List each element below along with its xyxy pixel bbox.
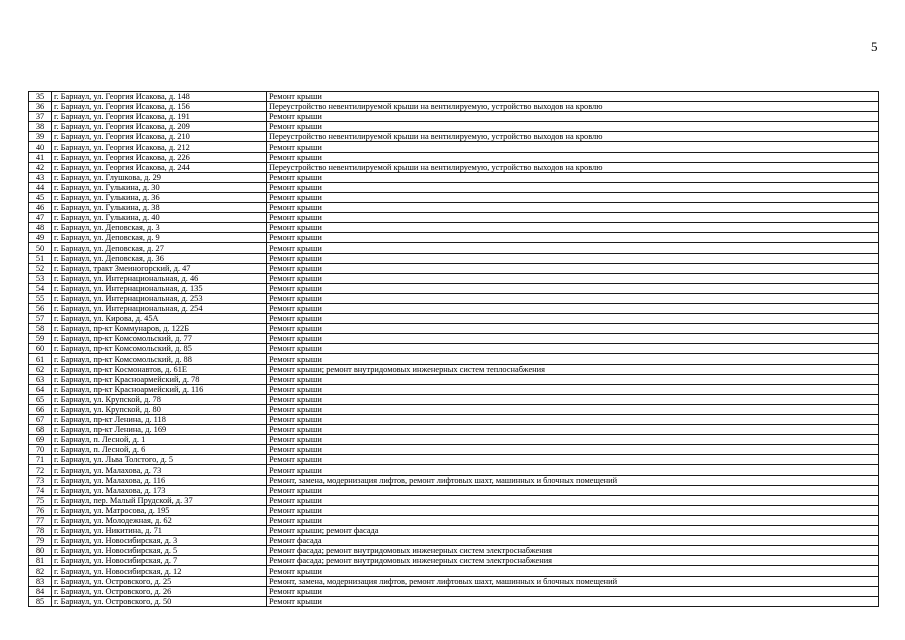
row-work: Ремонт крыши: [267, 596, 879, 606]
row-address: г. Барнаул, ул. Интернациональная, д. 135: [52, 283, 267, 293]
row-work: Ремонт крыши: [267, 273, 879, 283]
row-work: Ремонт крыши: [267, 394, 879, 404]
row-address: г. Барнаул, ул. Малахова, д. 173: [52, 485, 267, 495]
row-number: 82: [29, 566, 52, 576]
row-address: г. Барнаул, ул. Новосибирская, д. 5: [52, 546, 267, 556]
row-address: г. Барнаул, ул. Малахова, д. 73: [52, 465, 267, 475]
table-row: [29, 435, 879, 445]
table-row: [29, 354, 879, 364]
row-address: г. Барнаул, тракт Змеиногорский, д. 47: [52, 263, 267, 273]
works-table: [28, 91, 879, 607]
row-address: г. Барнаул, ул. Гулькина, д. 30: [52, 182, 267, 192]
row-address: г. Барнаул, п. Лесной, д. 6: [52, 445, 267, 455]
row-number: 68: [29, 425, 52, 435]
row-address: г. Барнаул, пр-кт Коммунаров, д. 122Б: [52, 324, 267, 334]
row-number: 61: [29, 354, 52, 364]
table-row: [29, 142, 879, 152]
row-address: г. Барнаул, ул. Деповская, д. 9: [52, 233, 267, 243]
row-number: 75: [29, 495, 52, 505]
row-work: Ремонт фасада; ремонт внутридомовых инженерных систем электроснабжения: [267, 556, 879, 566]
row-address: г. Барнаул, пр-кт Комсомольский, д. 85: [52, 344, 267, 354]
table-row: [29, 455, 879, 465]
row-work: Ремонт крыши: [267, 253, 879, 263]
row-work: Ремонт крыши; ремонт внутридомовых инженерных систем теплоснабжения: [267, 364, 879, 374]
row-number: 80: [29, 546, 52, 556]
row-work: Ремонт крыши: [267, 586, 879, 596]
table-row: [29, 566, 879, 576]
table-row: [29, 253, 879, 263]
row-number: 50: [29, 243, 52, 253]
row-work: Ремонт крыши: [267, 263, 879, 273]
row-number: 72: [29, 465, 52, 475]
table-row: [29, 213, 879, 223]
row-work: Переустройство невентилируемой крыши на вентилируемую, устройство выходов на кровлю: [267, 102, 879, 112]
row-number: 59: [29, 334, 52, 344]
row-address: г. Барнаул, ул. Никитина, д. 71: [52, 526, 267, 536]
row-number: 66: [29, 404, 52, 414]
table-row: [29, 102, 879, 112]
table-row: [29, 334, 879, 344]
row-address: г. Барнаул, ул. Георгия Исакова, д. 209: [52, 122, 267, 132]
row-work: Ремонт крыши: [267, 566, 879, 576]
table-row: [29, 364, 879, 374]
row-work: Ремонт крыши: [267, 445, 879, 455]
row-number: 54: [29, 283, 52, 293]
row-number: 40: [29, 142, 52, 152]
table-row: [29, 303, 879, 313]
row-number: 38: [29, 122, 52, 132]
row-number: 43: [29, 172, 52, 182]
row-address: г. Барнаул, ул. Льва Толстого, д. 5: [52, 455, 267, 465]
row-work: Ремонт, замена, модернизация лифтов, ремонт лифтовых шахт, машинных и блочных помещений: [267, 475, 879, 485]
row-work: Ремонт крыши: [267, 425, 879, 435]
row-work: Ремонт крыши: [267, 92, 879, 102]
row-work: Ремонт крыши: [267, 122, 879, 132]
table-row: [29, 415, 879, 425]
row-number: 37: [29, 112, 52, 122]
row-number: 63: [29, 374, 52, 384]
row-number: 42: [29, 162, 52, 172]
row-number: 74: [29, 485, 52, 495]
row-address: г. Барнаул, пр-кт Комсомольский, д. 77: [52, 334, 267, 344]
table-row: [29, 425, 879, 435]
row-work: Ремонт крыши: [267, 404, 879, 414]
table-row: [29, 223, 879, 233]
table-row: [29, 576, 879, 586]
table-row: [29, 475, 879, 485]
row-number: 76: [29, 505, 52, 515]
row-work: Ремонт крыши: [267, 192, 879, 202]
row-number: 47: [29, 213, 52, 223]
row-number: 84: [29, 586, 52, 596]
row-number: 57: [29, 314, 52, 324]
row-work: Ремонт фасада: [267, 536, 879, 546]
row-work: Ремонт крыши: [267, 455, 879, 465]
row-number: 64: [29, 384, 52, 394]
row-work: Ремонт крыши: [267, 152, 879, 162]
row-number: 44: [29, 182, 52, 192]
row-work: Ремонт крыши: [267, 324, 879, 334]
works-table-body: [29, 92, 879, 607]
row-work: Ремонт крыши: [267, 233, 879, 243]
row-number: 70: [29, 445, 52, 455]
row-address: г. Барнаул, ул. Островского, д. 25: [52, 576, 267, 586]
row-work: Ремонт крыши: [267, 384, 879, 394]
row-number: 48: [29, 223, 52, 233]
row-address: г. Барнаул, пр-кт Комсомольский, д. 88: [52, 354, 267, 364]
row-number: 46: [29, 203, 52, 213]
row-address: г. Барнаул, ул. Интернациональная, д. 46: [52, 273, 267, 283]
row-work: Ремонт фасада; ремонт внутридомовых инженерных систем электроснабжения: [267, 546, 879, 556]
row-work: Ремонт крыши: [267, 505, 879, 515]
table-row: [29, 273, 879, 283]
row-address: г. Барнаул, ул. Матросова, д. 195: [52, 505, 267, 515]
row-work: Ремонт крыши: [267, 203, 879, 213]
row-address: г. Барнаул, ул. Георгия Исакова, д. 148: [52, 92, 267, 102]
row-address: г. Барнаул, пр-кт Ленина, д. 118: [52, 415, 267, 425]
row-address: г. Барнаул, ул. Крупской, д. 78: [52, 394, 267, 404]
row-work: Ремонт крыши: [267, 374, 879, 384]
table-row: [29, 192, 879, 202]
row-address: г. Барнаул, ул. Новосибирская, д. 7: [52, 556, 267, 566]
table-row: [29, 182, 879, 192]
row-address: г. Барнаул, ул. Новосибирская, д. 12: [52, 566, 267, 576]
row-work: Ремонт крыши: [267, 485, 879, 495]
row-work: Ремонт крыши: [267, 515, 879, 525]
table-row: [29, 556, 879, 566]
table-row: [29, 324, 879, 334]
row-address: г. Барнаул, ул. Деповская, д. 27: [52, 243, 267, 253]
row-address: г. Барнаул, ул. Георгия Исакова, д. 210: [52, 132, 267, 142]
row-work: Ремонт крыши: [267, 223, 879, 233]
row-work: Ремонт крыши: [267, 243, 879, 253]
row-work: Ремонт крыши: [267, 415, 879, 425]
table-row: [29, 515, 879, 525]
table-row: [29, 344, 879, 354]
row-address: г. Барнаул, ул. Гулькина, д. 36: [52, 192, 267, 202]
row-number: 51: [29, 253, 52, 263]
table-row: [29, 112, 879, 122]
row-number: 71: [29, 455, 52, 465]
row-address: г. Барнаул, ул. Крупской, д. 80: [52, 404, 267, 414]
table-row: [29, 293, 879, 303]
page-number: 5: [871, 39, 878, 54]
row-work: Ремонт крыши: [267, 293, 879, 303]
row-address: г. Барнаул, ул. Гулькина, д. 38: [52, 203, 267, 213]
table-row: [29, 596, 879, 606]
table-row: [29, 394, 879, 404]
row-number: 49: [29, 233, 52, 243]
row-number: 60: [29, 344, 52, 354]
row-work: Переустройство невентилируемой крыши на вентилируемую, устройство выходов на кровлю: [267, 132, 879, 142]
table-row: [29, 162, 879, 172]
table-row: [29, 586, 879, 596]
row-number: 83: [29, 576, 52, 586]
row-work: Ремонт крыши: [267, 182, 879, 192]
row-address: г. Барнаул, ул. Георгия Исакова, д. 244: [52, 162, 267, 172]
row-address: г. Барнаул, ул. Интернациональная, д. 253: [52, 293, 267, 303]
table-row: [29, 485, 879, 495]
row-number: 45: [29, 192, 52, 202]
row-number: 35: [29, 92, 52, 102]
table-row: [29, 404, 879, 414]
row-work: Ремонт крыши: [267, 213, 879, 223]
table-row: [29, 132, 879, 142]
row-number: 39: [29, 132, 52, 142]
table-row: [29, 546, 879, 556]
row-address: г. Барнаул, ул. Георгия Исакова, д. 226: [52, 152, 267, 162]
row-number: 79: [29, 536, 52, 546]
table-row: [29, 374, 879, 384]
row-work: Ремонт крыши: [267, 435, 879, 445]
row-address: г. Барнаул, ул. Гулькина, д. 40: [52, 213, 267, 223]
row-number: 73: [29, 475, 52, 485]
row-address: г. Барнаул, ул. Глушкова, д. 29: [52, 172, 267, 182]
table-row: [29, 505, 879, 515]
row-work: Ремонт, замена, модернизация лифтов, ремонт лифтовых шахт, машинных и блочных помещений: [267, 576, 879, 586]
row-number: 36: [29, 102, 52, 112]
row-number: 67: [29, 415, 52, 425]
row-address: г. Барнаул, ул. Кирова, д. 45А: [52, 314, 267, 324]
table-row: [29, 495, 879, 505]
row-address: г. Барнаул, ул. Молодежная, д. 62: [52, 515, 267, 525]
row-number: 69: [29, 435, 52, 445]
row-work: Ремонт крыши: [267, 303, 879, 313]
table-row: [29, 465, 879, 475]
table-row: [29, 233, 879, 243]
row-number: 77: [29, 515, 52, 525]
row-number: 52: [29, 263, 52, 273]
row-work: Ремонт крыши: [267, 112, 879, 122]
row-work: Ремонт крыши: [267, 142, 879, 152]
row-work: Ремонт крыши: [267, 283, 879, 293]
row-number: 56: [29, 303, 52, 313]
row-number: 53: [29, 273, 52, 283]
row-address: г. Барнаул, ул. Деповская, д. 3: [52, 223, 267, 233]
table-row: [29, 122, 879, 132]
row-number: 78: [29, 526, 52, 536]
row-address: г. Барнаул, ул. Георгия Исакова, д. 156: [52, 102, 267, 112]
row-number: 55: [29, 293, 52, 303]
row-work: Ремонт крыши: [267, 354, 879, 364]
row-address: г. Барнаул, ул. Интернациональная, д. 254: [52, 303, 267, 313]
table-row: [29, 314, 879, 324]
table-row: [29, 283, 879, 293]
row-address: г. Барнаул, пр-кт Красноармейский, д. 78: [52, 374, 267, 384]
table-row: [29, 152, 879, 162]
row-address: г. Барнаул, ул. Георгия Исакова, д. 191: [52, 112, 267, 122]
row-address: г. Барнаул, ул. Деповская, д. 36: [52, 253, 267, 263]
row-work: Переустройство невентилируемой крыши на вентилируемую, устройство выходов на кровлю: [267, 162, 879, 172]
row-work: Ремонт крыши: [267, 334, 879, 344]
row-number: 41: [29, 152, 52, 162]
table-row: [29, 203, 879, 213]
row-address: г. Барнаул, ул. Новосибирская, д. 3: [52, 536, 267, 546]
table-row: [29, 384, 879, 394]
row-address: г. Барнаул, пр-кт Ленина, д. 169: [52, 425, 267, 435]
table-row: [29, 172, 879, 182]
table-row: [29, 445, 879, 455]
row-address: г. Барнаул, ул. Островского, д. 26: [52, 586, 267, 596]
row-work: Ремонт крыши: [267, 314, 879, 324]
row-number: 62: [29, 364, 52, 374]
table-row: [29, 92, 879, 102]
table-row: [29, 526, 879, 536]
row-work: Ремонт крыши; ремонт фасада: [267, 526, 879, 536]
row-address: г. Барнаул, п. Лесной, д. 1: [52, 435, 267, 445]
table-row: [29, 536, 879, 546]
row-work: Ремонт крыши: [267, 344, 879, 354]
row-address: г. Барнаул, ул. Георгия Исакова, д. 212: [52, 142, 267, 152]
row-work: Ремонт крыши: [267, 465, 879, 475]
row-number: 81: [29, 556, 52, 566]
row-address: г. Барнаул, пр-кт Красноармейский, д. 116: [52, 384, 267, 394]
table-row: [29, 263, 879, 273]
row-number: 65: [29, 394, 52, 404]
row-address: г. Барнаул, пер. Малый Прудской, д. 37: [52, 495, 267, 505]
table-row: [29, 243, 879, 253]
row-address: г. Барнаул, пр-кт Космонавтов, д. 61Е: [52, 364, 267, 374]
row-number: 58: [29, 324, 52, 334]
row-number: 85: [29, 596, 52, 606]
row-work: Ремонт крыши: [267, 495, 879, 505]
row-work: Ремонт крыши: [267, 172, 879, 182]
row-address: г. Барнаул, ул. Малахова, д. 116: [52, 475, 267, 485]
row-address: г. Барнаул, ул. Островского, д. 50: [52, 596, 267, 606]
